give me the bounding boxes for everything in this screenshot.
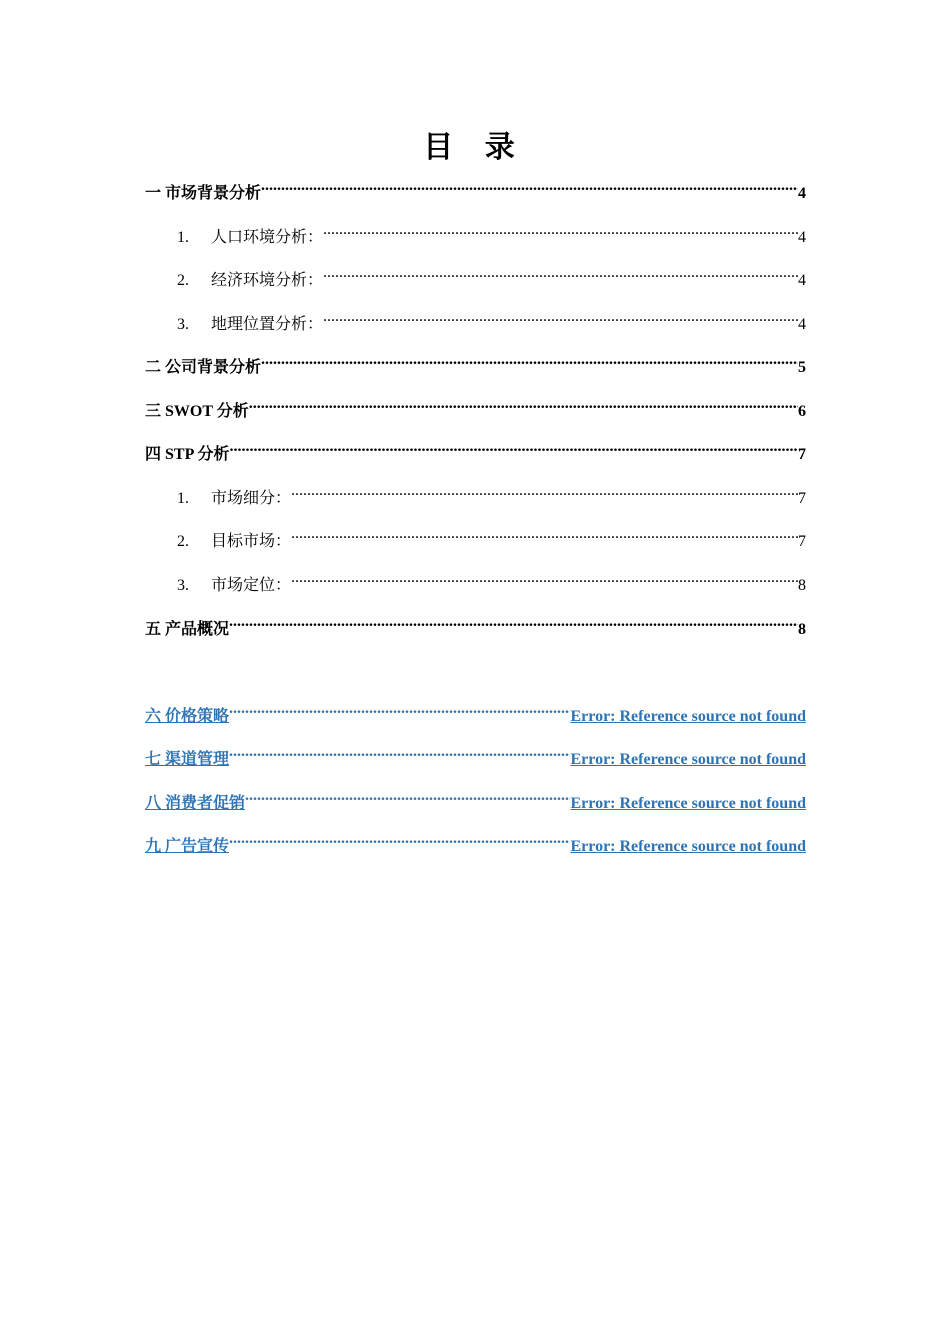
toc-page-number: 4 [798,229,806,246]
toc-label: 九 广告宣传 [145,838,230,855]
toc-entry-channel-management[interactable] [145,740,806,768]
toc-entry-target-market[interactable] [177,522,806,550]
toc-item-number: 3. [177,577,189,594]
toc-label: 市场定位： [211,577,292,594]
toc-leader-dots [229,610,798,634]
toc-page-reference-error: Error: Reference source not found [570,751,806,768]
toc-page-number: 7 [798,490,806,507]
toc-label: 五 产品概况 [145,621,230,638]
toc-page-number: 5 [798,359,806,376]
toc-entry-company-background[interactable] [145,348,806,376]
toc-label: 四 STP 分析 [145,446,230,463]
toc-leader-dots [261,174,798,198]
toc-leader-dots [323,261,798,285]
toc-entry-consumer-promotion[interactable] [145,784,806,812]
toc-page-number: 6 [798,403,806,420]
toc-leader-dots [249,392,798,416]
toc-page-number: 8 [798,577,806,594]
toc-label: 地理位置分析： [211,316,324,333]
toc-item-number: 2. [177,272,189,289]
toc-page-reference-error: Error: Reference source not found [570,838,806,855]
toc-label: 七 渠道管理 [145,751,230,768]
toc-entry-market-segmentation[interactable] [177,479,806,507]
toc-page-number: 7 [798,533,806,550]
toc-entry-geographic-location[interactable] [177,305,806,333]
toc-leader-dots [323,218,798,242]
toc-leader-dots [229,827,570,851]
toc-page-number: 4 [798,272,806,289]
toc-leader-dots [291,479,798,503]
page-title: 目 录 [423,131,527,164]
toc-label: 一 市场背景分析 [145,185,262,202]
toc-item-number: 1. [177,229,189,246]
toc-leader-dots [291,566,798,590]
toc-entry-population-environment[interactable] [177,218,806,246]
toc-label: 六 价格策略 [145,708,230,725]
toc-page-number: 8 [798,621,806,638]
toc-item-number: 2. [177,533,189,550]
toc-page-number: 4 [798,185,806,202]
toc-label: 目标市场： [211,533,292,550]
toc-page-reference-error: Error: Reference source not found [570,795,806,812]
toc-label: 八 消费者促销 [145,795,246,812]
toc-entry-pricing-strategy[interactable] [145,697,806,725]
toc-leader-dots [323,305,798,329]
toc-entry-advertising[interactable] [145,827,806,855]
toc-label: 经济环境分析： [211,272,324,289]
toc-entry-economic-environment[interactable] [177,261,806,289]
toc-entry-market-background[interactable] [145,174,806,202]
toc-leader-dots [291,522,798,546]
toc-entry-product-overview[interactable] [145,610,806,638]
toc-item-number: 1. [177,490,189,507]
toc-leader-dots [245,784,570,808]
toc-label: 三 SWOT 分析 [145,403,249,420]
toc-page-number: 4 [798,316,806,333]
toc-leader-dots [229,697,570,721]
toc-page-number: 7 [798,446,806,463]
toc-leader-dots [229,740,570,764]
toc-leader-dots [261,348,798,372]
toc-label: 市场细分： [211,490,292,507]
toc-entry-market-positioning[interactable] [177,566,806,594]
toc-page-reference-error: Error: Reference source not found [570,708,806,725]
toc-entry-stp-analysis[interactable] [145,435,806,463]
toc-leader-dots [229,435,798,459]
toc-label: 人口环境分析： [211,229,324,246]
toc-item-number: 3. [177,316,189,333]
toc-entry-swot-analysis[interactable] [145,392,806,420]
toc-label: 二 公司背景分析 [145,359,262,376]
